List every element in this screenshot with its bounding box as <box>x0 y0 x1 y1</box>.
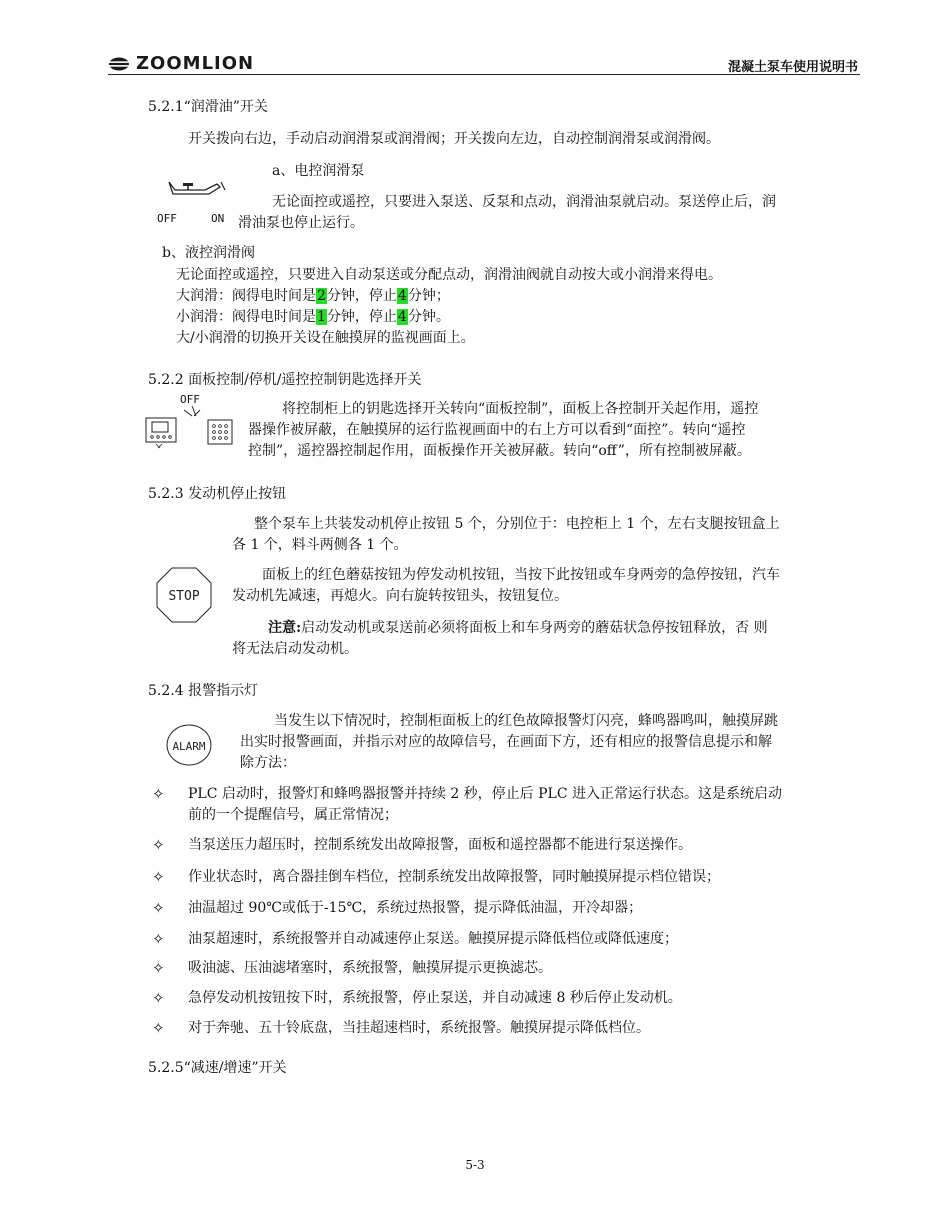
paragraph: 将无法启动发动机。 <box>232 641 358 657</box>
header-divider <box>108 74 860 75</box>
note-label: 注意: <box>268 620 302 636</box>
paragraph: 无论面控或遥控，只要进入泵送、反泵和点动，润滑油泵就启动。泵送停止后，润 <box>272 194 776 210</box>
highlight-value: 2 <box>317 288 326 304</box>
text: 分钟； <box>407 288 450 304</box>
bullet-diamond-icon: ✧ <box>152 899 165 917</box>
highlight-value: 4 <box>397 309 407 325</box>
section-heading-5-2-5: 5.2.5“减速/增速”开关 <box>148 1060 287 1076</box>
highlight-value: 4 <box>397 288 407 304</box>
paragraph: 器操作被屏蔽，在触摸屏的运行监视画面中的右上方可以看到“面控”。转向“遥控 <box>248 422 746 438</box>
text: 大润滑：阀得电时间是 <box>176 288 316 304</box>
lube-oil-can-icon <box>165 178 227 200</box>
bullet-diamond-icon: ✧ <box>152 1019 165 1037</box>
subheading-a: a、电控润滑泵 <box>272 163 365 179</box>
paragraph: 面板上的红色蘑菇按钮为停发动机按钮，当按下此按钮或车身两旁的急停按钮，汽车 <box>262 567 780 583</box>
page-number: 5-3 <box>465 1158 485 1172</box>
list-item: 对于奔驰、五十铃底盘，当挂超速档时，系统报警。触摸屏提示降低档位。 <box>188 1020 650 1036</box>
list-item: 油泵超速时，系统报警并自动减速停止泵送。触摸屏提示降低档位或降低速度； <box>188 931 678 947</box>
list-item: 吸油滤、压油滤堵塞时，系统报警，触摸屏提示更换滤芯。 <box>188 960 552 976</box>
list-item-continuation: 前的一个提醒信号，属正常情况； <box>188 807 398 823</box>
logo-text: ZOOMLION <box>136 53 255 74</box>
text: 分钟，停止 <box>326 309 397 325</box>
paragraph: 整个泵车上共装发动机停止按钮 5 个，分别位于：电控柜上 1 个，左右支腿按钮盒上 <box>254 516 780 532</box>
note-paragraph <box>268 617 768 639</box>
paragraph: 发动机先减速，再熄火。向右旋转按钮头，按钮复位。 <box>232 588 568 604</box>
bullet-diamond-icon: ✧ <box>152 989 165 1007</box>
paragraph: 大/小润滑的切换开关设在触摸屏的监视画面上。 <box>176 330 475 346</box>
key-off-label: OFF <box>180 393 200 406</box>
paragraph: 除方法： <box>240 755 296 771</box>
paragraph: 滑油泵也停止运行。 <box>238 215 364 231</box>
section-heading-5-2-3: 5.2.3 发动机停止按钮 <box>148 486 287 502</box>
list-item: 急停发动机按钮按下时，系统报警，停止泵送，并自动减速 8 秒后停止发动机。 <box>188 990 682 1006</box>
paragraph: 无论面控或遥控，只要进入自动泵送或分配点动，润滑油阀就自动按大或小润滑来得电。 <box>176 267 722 283</box>
stop-button-icon <box>155 566 213 624</box>
bullet-diamond-icon: ✧ <box>152 785 165 803</box>
text: 分钟。 <box>407 309 450 325</box>
switch-off-label: OFF <box>157 212 177 225</box>
list-item: 油温超过 90℃或低于-15℃，系统过热报警，提示降低油温，开冷却器； <box>188 900 643 916</box>
bullet-diamond-icon: ✧ <box>152 959 165 977</box>
paragraph: 将控制柜上的钥匙选择开关转向“面板控制”，面板上各控制开关起作用，遥控 <box>282 401 759 417</box>
subheading-b: b、液控润滑阀 <box>162 245 255 261</box>
document-title: 混凝土泵车使用说明书 <box>727 60 858 75</box>
section-heading-5-2-2: 5.2.2 面板控制/停机/遥控控制钥匙选择开关 <box>148 372 422 388</box>
alarm-icon-label: ALARM <box>172 740 206 753</box>
section-heading-5-2-4: 5.2.4 报警指示灯 <box>148 683 259 699</box>
section-heading-5-2-1: 5.2.1“润滑油”开关 <box>148 99 268 115</box>
paragraph: 各 1 个，料斗两侧各 1 个。 <box>232 537 408 553</box>
text: 小润滑：阀得电时间是 <box>176 309 316 325</box>
paragraph: 控制”，遥控器控制起作用，面板操作开关被屏蔽。转向“off”，所有控制被屏蔽。 <box>248 443 751 459</box>
zoomlion-logo-icon <box>108 57 130 71</box>
small-lube-line <box>176 306 450 328</box>
company-logo <box>108 53 254 74</box>
switch-on-label: ON <box>211 212 225 225</box>
big-lube-line <box>176 285 450 307</box>
paragraph: 开关拨向右边，手动启动润滑泵或润滑阀；开关拨向左边，自动控制润滑泵或润滑阀。 <box>188 131 720 147</box>
key-selector-icon <box>144 404 236 450</box>
alarm-lamp-icon <box>164 722 214 768</box>
bullet-diamond-icon: ✧ <box>152 868 165 886</box>
list-item: 当泵送压力超压时，控制系统发出故障报警，面板和遥控器都不能进行泵送操作。 <box>188 837 692 853</box>
list-item: PLC 启动时，报警灯和蜂鸣器报警并持续 2 秒，停止后 PLC 进入正常运行状态。这是系统启动 <box>188 786 783 802</box>
paragraph: 出实时报警画面，并指示对应的故障信号，在画面下方，还有相应的报警信息提示和解 <box>240 734 772 750</box>
stop-icon-label: STOP <box>168 589 200 604</box>
text: 启动发动机或泵送前必须将面板上和车身两旁的蘑菇状急停按钮释放，否 则 <box>301 620 768 636</box>
bullet-diamond-icon: ✧ <box>152 836 165 854</box>
paragraph: 当发生以下情况时，控制柜面板上的红色故障报警灯闪亮，蜂鸣器鸣叫，触摸屏跳 <box>274 713 778 729</box>
list-item: 作业状态时，离合器挂倒车档位，控制系统发出故障报警，同时触摸屏提示档位错误； <box>188 869 720 885</box>
text: 分钟，停止 <box>326 288 397 304</box>
highlight-value: 1 <box>317 309 326 325</box>
bullet-diamond-icon: ✧ <box>152 930 165 948</box>
